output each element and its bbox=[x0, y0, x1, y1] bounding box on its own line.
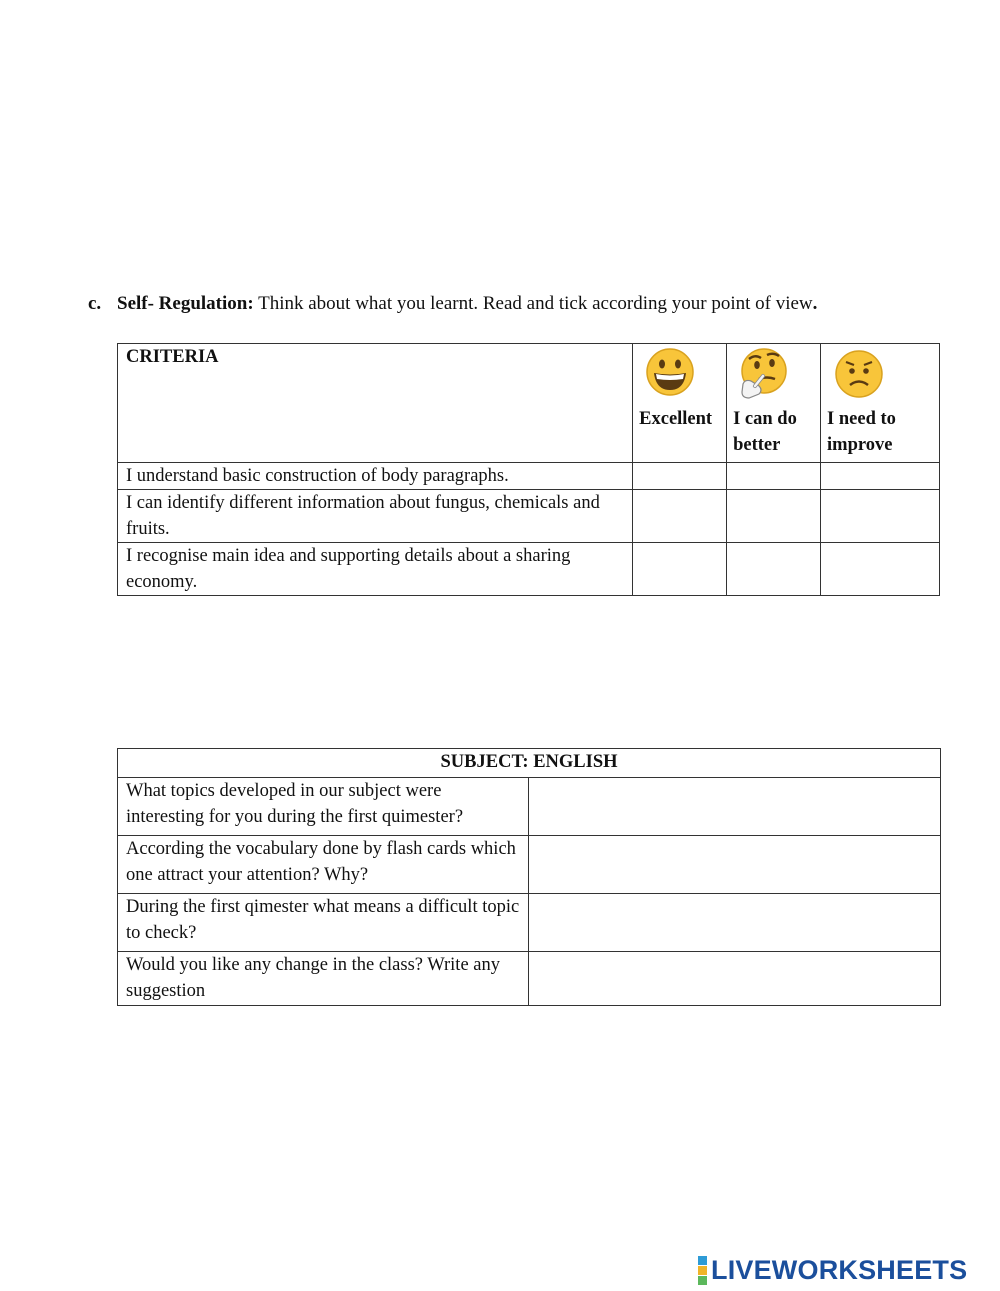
instruction-end: . bbox=[812, 293, 818, 314]
tick-cell-better[interactable] bbox=[727, 463, 821, 490]
label-excellent: Excellent bbox=[639, 409, 713, 429]
subject-table bbox=[117, 748, 941, 1006]
tick-cell-excellent[interactable] bbox=[633, 543, 727, 596]
question-text: Would you like any change in the class? Write any suggestion bbox=[118, 952, 529, 1006]
tick-cell-better[interactable] bbox=[727, 543, 821, 596]
liveworksheets-logo bbox=[698, 1255, 967, 1285]
criterion-text: I can identify different information about fungus, chemicals and fruits. bbox=[118, 490, 633, 543]
question-row bbox=[118, 894, 941, 952]
answer-field[interactable] bbox=[528, 836, 940, 894]
tick-cell-improve[interactable] bbox=[821, 463, 940, 490]
label-improve-line2: improve bbox=[827, 435, 893, 455]
tick-cell-excellent[interactable] bbox=[633, 490, 727, 543]
question-row bbox=[118, 778, 941, 836]
rating-column-improve bbox=[821, 344, 940, 463]
logo-squares-icon bbox=[698, 1256, 707, 1285]
answer-field[interactable] bbox=[528, 952, 940, 1006]
criteria-header-row bbox=[118, 344, 940, 463]
subject-title: SUBJECT: ENGLISH bbox=[118, 749, 941, 778]
criterion-text: I recognise main idea and supporting details about a sharing economy. bbox=[118, 543, 633, 596]
thinking-face-icon bbox=[737, 346, 791, 402]
frowning-face-icon bbox=[831, 346, 887, 400]
tick-cell-better[interactable] bbox=[727, 490, 821, 543]
criteria-row bbox=[118, 543, 940, 596]
rating-column-excellent bbox=[633, 344, 727, 463]
criterion-text: I understand basic construction of body paragraphs. bbox=[118, 463, 633, 490]
rating-column-better bbox=[727, 344, 821, 463]
criteria-header: CRITERIA bbox=[118, 344, 633, 463]
label-improve-line1: I need to bbox=[827, 409, 896, 429]
label-better-line1: I can do bbox=[733, 409, 797, 429]
answer-field[interactable] bbox=[528, 778, 940, 836]
criteria-row bbox=[118, 463, 940, 490]
answer-field[interactable] bbox=[528, 894, 940, 952]
question-text: During the first qimester what means a difficult topic to check? bbox=[118, 894, 529, 952]
question-text: According the vocabulary done by flash cards which one attract your attention? Why? bbox=[118, 836, 529, 894]
tick-cell-excellent[interactable] bbox=[633, 463, 727, 490]
instruction-label: Self- Regulation: bbox=[117, 293, 254, 314]
subject-title-row bbox=[118, 749, 941, 778]
question-row bbox=[118, 952, 941, 1006]
tick-cell-improve[interactable] bbox=[821, 490, 940, 543]
grinning-face-icon bbox=[643, 346, 697, 398]
logo-text: LIVEWORKSHEETS bbox=[711, 1254, 968, 1285]
instruction-line bbox=[88, 291, 968, 317]
tick-cell-improve[interactable] bbox=[821, 543, 940, 596]
item-letter: c. bbox=[88, 293, 102, 314]
question-row bbox=[118, 836, 941, 894]
label-better-line2: better bbox=[733, 435, 781, 455]
instruction-text: Think about what you learnt. Read and tick according your point of view bbox=[253, 293, 813, 314]
question-text: What topics developed in our subject were interesting for you during the first quimester? bbox=[118, 778, 529, 836]
criteria-table bbox=[117, 343, 940, 596]
criteria-row bbox=[118, 490, 940, 543]
